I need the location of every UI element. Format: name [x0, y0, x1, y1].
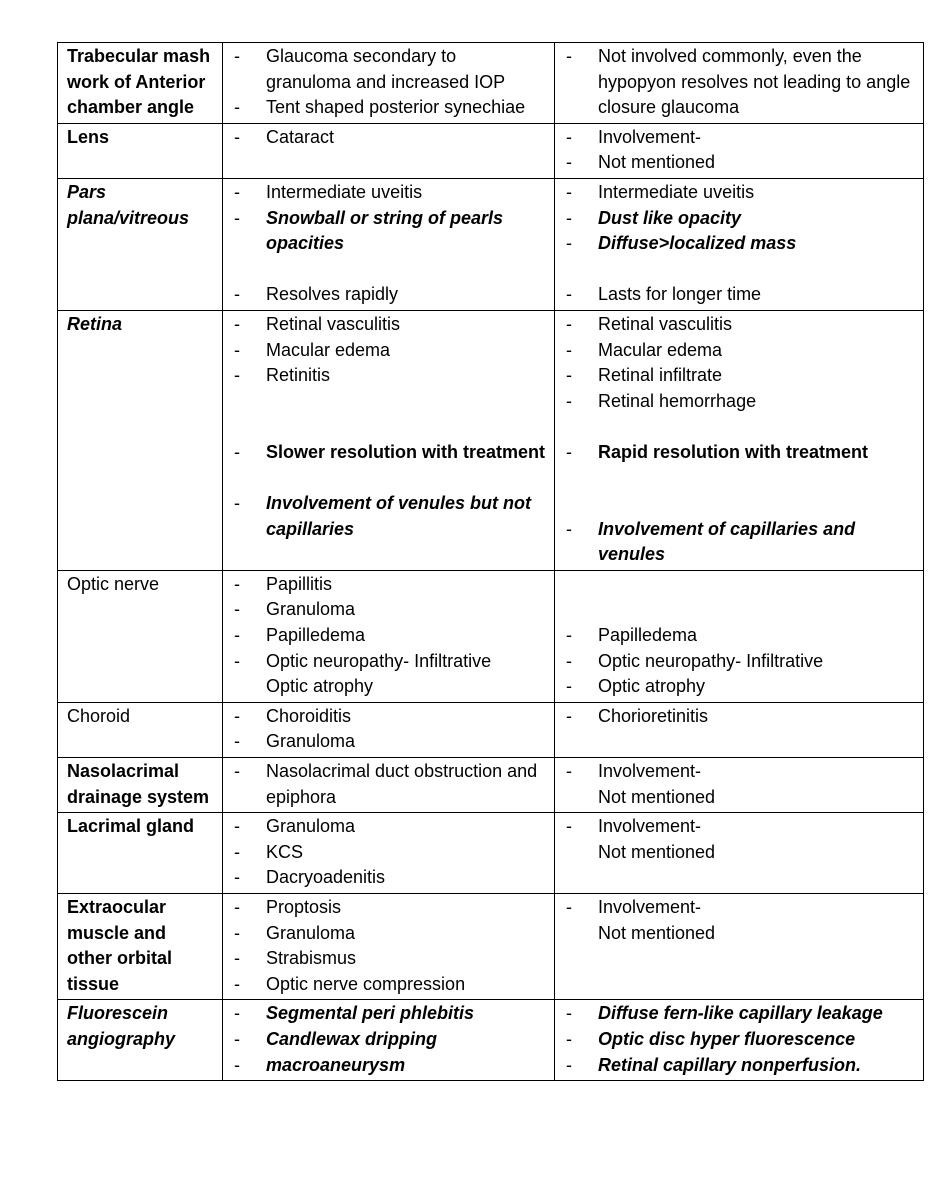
bullet-dash: - [234, 284, 240, 305]
list-item [564, 206, 915, 232]
item-text: Rapid resolution with treatment [598, 441, 869, 462]
cell-col1 [223, 1000, 555, 1081]
list-item [564, 1053, 915, 1079]
bullet-dash: - [234, 816, 240, 837]
list-item [232, 649, 546, 675]
item-text: Not involved commonly, even the hypopyon resolves not leading to angle closure glaucoma [598, 46, 911, 118]
item-text: Intermediate uveitis [598, 181, 755, 202]
item-text: Retinal infiltrate [598, 365, 723, 386]
list-item [564, 674, 915, 700]
structure-name: Retina [58, 310, 223, 570]
bullet-dash: - [234, 897, 240, 917]
item-text: Nasolacrimal duct obstruction and epiphora [266, 761, 538, 807]
bullet-dash: - [234, 625, 240, 646]
cell-col1 [223, 43, 555, 124]
bullet-dash: - [234, 339, 240, 360]
list-item [564, 338, 915, 364]
list-item [564, 840, 915, 866]
list-item [232, 44, 546, 95]
bullet-dash: - [566, 313, 572, 334]
list-item [232, 623, 546, 649]
bullet-dash: - [566, 1003, 572, 1024]
table-row [58, 813, 924, 894]
bullet-dash: - [234, 650, 240, 671]
item-text: Papilledema [266, 625, 366, 646]
item-text: Optic nerve compression [266, 973, 466, 994]
bullet-dash: - [234, 573, 240, 594]
bullet-dash: - [566, 705, 572, 726]
bullet-dash: - [234, 126, 240, 147]
list-item [232, 440, 546, 466]
item-text: Resolves rapidly [266, 284, 399, 305]
table-row [58, 43, 924, 124]
structure-name: Lens [58, 123, 223, 178]
bullet-dash: - [566, 625, 572, 646]
bullet-dash: - [234, 867, 240, 888]
list-item [564, 282, 915, 308]
cell-col1 [223, 178, 555, 310]
item-text: Lasts for longer time [598, 284, 762, 305]
list-item [564, 231, 915, 257]
item-text: Macular edema [266, 339, 391, 360]
item-text: Diffuse fern-like capillary leakage [598, 1003, 883, 1024]
structure-name: Optic nerve [58, 570, 223, 702]
item-text: Macular edema [598, 339, 723, 360]
list-item [232, 921, 546, 947]
table-row [58, 178, 924, 310]
list-item [564, 785, 915, 811]
list-item [564, 180, 915, 206]
bullet-dash: - [566, 1054, 572, 1075]
item-text: Glaucoma secondary to granuloma and increased IOP [266, 46, 506, 92]
item-text: Retinal vasculitis [598, 313, 733, 334]
list-item [232, 95, 546, 121]
bullet-dash: - [566, 284, 572, 305]
cell-col2 [555, 178, 924, 310]
list-item [564, 623, 915, 649]
list-item [564, 125, 915, 151]
bullet-dash: - [234, 948, 240, 969]
list-item [232, 282, 546, 308]
list-item [232, 1053, 546, 1079]
bullet-dash: - [234, 181, 240, 202]
structure-name: Fluorescein angiography [58, 1000, 223, 1081]
cell-col2 [555, 702, 924, 757]
bullet-dash: - [234, 731, 240, 752]
bullet-dash: - [566, 365, 572, 386]
list-item [232, 572, 546, 598]
item-text: Snowball or string of pearls opacities [266, 207, 504, 254]
list-item [232, 729, 546, 755]
bullet-dash: - [234, 841, 240, 862]
list-item [564, 704, 915, 730]
bullet-dash: - [234, 365, 240, 386]
bullet-dash: - [234, 922, 240, 943]
bullet-dash: - [234, 441, 240, 462]
item-text: Candlewax dripping [266, 1028, 438, 1049]
list-item [564, 759, 915, 785]
table-row [58, 310, 924, 570]
item-text: Chorioretinitis [598, 705, 709, 726]
list-item [232, 674, 546, 700]
item-text: Papillitis [266, 573, 333, 594]
bullet-dash: - [234, 207, 240, 228]
cell-col1 [223, 310, 555, 570]
cell-col1 [223, 758, 555, 813]
list-item [564, 440, 915, 466]
item-text: Involvement- [598, 897, 702, 917]
list-item [232, 1027, 546, 1053]
item-text: Segmental peri phlebitis [266, 1003, 475, 1024]
item-text: Choroiditis [266, 705, 352, 726]
table-row [58, 702, 924, 757]
item-text: Optic neuropathy- Infiltrative [598, 650, 824, 671]
table-row [58, 758, 924, 813]
table-row [58, 1000, 924, 1081]
bullet-dash: - [566, 441, 572, 462]
item-text: Not mentioned [598, 152, 716, 173]
bullet-dash: - [234, 46, 240, 66]
list-item [232, 972, 546, 998]
cell-col2 [555, 758, 924, 813]
list-item [232, 946, 546, 972]
bullet-dash: - [566, 126, 572, 147]
bullet-dash: - [566, 816, 572, 837]
list-item [564, 1001, 915, 1027]
structure-name: Nasolacrimal drainage system [58, 758, 223, 813]
bullet-dash: - [234, 313, 240, 334]
bullet-dash: - [566, 207, 572, 228]
bullet-dash: - [566, 650, 572, 671]
list-item [564, 895, 915, 921]
item-text: Cataract [266, 126, 335, 147]
bullet-dash: - [566, 233, 572, 254]
item-text: Retinal capillary nonperfusion. [598, 1054, 862, 1075]
list-item [232, 865, 546, 891]
bullet-dash: - [234, 1003, 240, 1024]
list-item [232, 840, 546, 866]
bullet-dash: - [234, 973, 240, 994]
list-item [232, 206, 546, 257]
item-text: Dacryoadenitis [266, 867, 386, 888]
item-text: Optic atrophy [598, 676, 706, 697]
cell-col2 [555, 310, 924, 570]
list-item [232, 704, 546, 730]
item-text: Granuloma [266, 816, 356, 837]
item-text: Optic atrophy [266, 676, 374, 697]
list-item [232, 597, 546, 623]
cell-col2 [555, 894, 924, 1000]
list-item [564, 814, 915, 840]
item-text: Retinitis [266, 365, 331, 386]
bullet-dash: - [566, 676, 572, 697]
bullet-dash: - [566, 518, 572, 539]
structure-name: Trabecular mash work of Anterior chamber angle [58, 43, 223, 124]
item-text: Diffuse>localized mass [598, 233, 797, 254]
bullet-dash: - [234, 493, 240, 514]
bullet-dash: - [566, 390, 572, 411]
bullet-dash: - [234, 761, 240, 782]
item-text: Involvement of capillaries and venules [598, 518, 856, 565]
item-text: Intermediate uveitis [266, 181, 423, 202]
item-text: Involvement- [598, 126, 702, 147]
cell-col1 [223, 813, 555, 894]
list-item [564, 921, 915, 947]
item-text: Not mentioned [598, 922, 716, 943]
cell-col2 [555, 813, 924, 894]
bullet-dash: - [566, 1028, 572, 1049]
list-item [564, 150, 915, 176]
cell-col2 [555, 43, 924, 124]
table-row [58, 570, 924, 702]
item-text: Granuloma [266, 922, 356, 943]
bullet-dash: - [234, 1054, 240, 1075]
cell-col2 [555, 570, 924, 702]
bullet-dash: - [566, 181, 572, 202]
list-item [232, 895, 546, 921]
item-text: Involvement- [598, 816, 702, 837]
table-row [58, 123, 924, 178]
cell-col2 [555, 1000, 924, 1081]
item-text: Not mentioned [598, 841, 716, 862]
list-item [232, 338, 546, 364]
item-text: Granuloma [266, 599, 356, 620]
item-text: Dust like opacity [598, 207, 742, 228]
item-text: Tent shaped posterior synechiae [266, 97, 526, 118]
structure-name: Lacrimal gland [58, 813, 223, 894]
bullet-dash: - [566, 46, 572, 66]
cell-col1 [223, 123, 555, 178]
list-item [232, 1001, 546, 1027]
item-text: Papilledema [598, 625, 698, 646]
list-item [232, 759, 546, 810]
list-item [564, 312, 915, 338]
structure-name: Extraocular muscle and other orbital tissue [58, 894, 223, 1000]
table-row [58, 894, 924, 1000]
bullet-dash: - [566, 339, 572, 360]
cell-col2 [555, 123, 924, 178]
bullet-dash: - [234, 705, 240, 726]
item-text: Strabismus [266, 948, 357, 969]
list-item [564, 517, 915, 568]
list-item [232, 491, 546, 542]
cell-col1 [223, 702, 555, 757]
bullet-dash: - [234, 599, 240, 620]
bullet-dash: - [234, 97, 240, 118]
item-text: macroaneurysm [266, 1054, 406, 1075]
list-item [232, 312, 546, 338]
item-text: Optic neuropathy- Infiltrative [266, 650, 492, 671]
item-text: Involvement- [598, 761, 702, 782]
cell-col1 [223, 894, 555, 1000]
list-item [232, 125, 546, 151]
list-item [232, 814, 546, 840]
item-text: Involvement of venules but not capillaries [266, 493, 532, 539]
item-text: Retinal hemorrhage [598, 390, 757, 411]
bullet-dash: - [566, 152, 572, 173]
comparison-table [57, 42, 924, 1081]
item-text: Proptosis [266, 897, 342, 917]
item-text: KCS [266, 841, 304, 862]
list-item [564, 389, 915, 415]
bullet-dash: - [234, 1028, 240, 1049]
item-text: Optic disc hyper fluorescence [598, 1028, 856, 1049]
item-text: Retinal vasculitis [266, 313, 401, 334]
item-text: Granuloma [266, 731, 356, 752]
list-item [564, 363, 915, 389]
list-item [564, 1027, 915, 1053]
structure-name: Choroid [58, 702, 223, 757]
item-text: Slower resolution with treatment [266, 441, 546, 462]
cell-col1 [223, 570, 555, 702]
bullet-dash: - [566, 761, 572, 782]
list-item [232, 180, 546, 206]
list-item [232, 363, 546, 389]
item-text: Not mentioned [598, 786, 716, 807]
list-item [564, 44, 915, 121]
bullet-dash: - [566, 897, 572, 917]
structure-name: Pars plana/vitreous [58, 178, 223, 310]
list-item [564, 649, 915, 675]
